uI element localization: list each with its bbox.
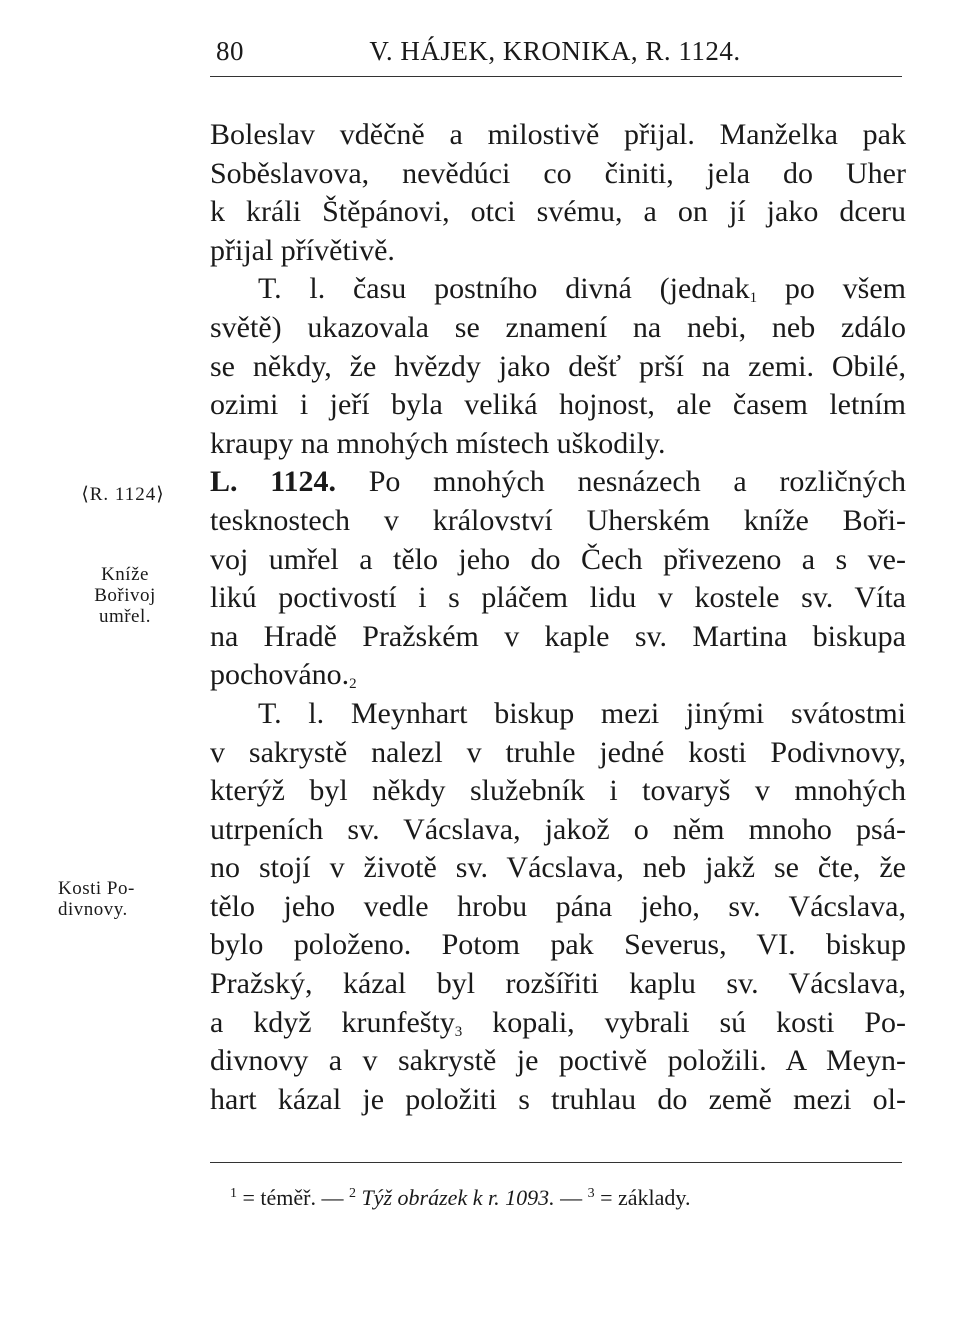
footnote-separator: — bbox=[554, 1185, 588, 1210]
footnote-ref: 2 bbox=[349, 676, 357, 693]
text-line: v sakrystě nalezl v truhle jedné kosti Podivnovy, bbox=[210, 735, 906, 769]
footnote-rule bbox=[210, 1162, 902, 1163]
running-title: V. HÁJEK, KRONIKA, R. 1124. bbox=[369, 36, 741, 66]
text-line: likú poctivostí i s pláčem lidu v kostele sv. Víta bbox=[210, 581, 906, 615]
footnotes bbox=[230, 1184, 910, 1212]
text-line: se někdy, že hvězdy jako dešť prší na zemi. Obilé, bbox=[210, 349, 906, 383]
text-line: tělo jeho vedle hrobu pána jeho, sv. Vácslava, bbox=[210, 889, 906, 923]
text-line: kterýž byl někdy služebník i tovaryš v mnohých bbox=[210, 774, 906, 808]
footnote-mark: 3 bbox=[587, 1186, 595, 1201]
text-line: Boleslav vděčně a milostivě přijal. Manželka pak bbox=[210, 118, 906, 151]
text-line: kraupy na mnohých místech uškodily. bbox=[210, 426, 666, 460]
year-heading: L. 1124. bbox=[210, 465, 337, 499]
text-line: hart kázal je položiti s truhlau do země mezi ol- bbox=[210, 1082, 906, 1116]
text-line: ozimi i jeří byla veliká hojnost, ale časem letním bbox=[210, 388, 906, 422]
text-line: Soběslavova, nevědúci co činiti, jela do Uher bbox=[210, 156, 906, 190]
footnote-ref: 1 bbox=[749, 290, 758, 307]
text-span: a když krunfešty bbox=[210, 1005, 455, 1039]
text-line bbox=[210, 463, 906, 502]
margin-note-borivoj bbox=[60, 564, 190, 627]
text-span: kopali, vybrali sú kosti Po- bbox=[462, 1005, 907, 1039]
text-line: divnovy a v sakrystě je poctivě položili. A Meyn- bbox=[210, 1044, 906, 1078]
text-line: tesknostech v království Uherském kníže Boři- bbox=[210, 503, 906, 537]
margin-year: ⟨R. 1124⟩ bbox=[81, 484, 165, 505]
footnote-ref: 3 bbox=[454, 1023, 463, 1040]
text-line bbox=[210, 270, 906, 309]
margin-note-kosti bbox=[58, 878, 188, 920]
text-line bbox=[210, 656, 906, 695]
body-text bbox=[210, 116, 906, 1119]
text-line: T. l. Meynhart biskup mezi jinými svátostmi bbox=[258, 696, 906, 730]
text-line: bylo položeno. Potom pak Severus, VI. biskup bbox=[210, 928, 906, 962]
text-line: utrpeních sv. Vácslava, jakož o něm mnoho psá- bbox=[210, 812, 906, 846]
text-line: Pražský, kázal byl rozšířiti kaplu sv. Vácslava, bbox=[210, 967, 906, 1001]
footnote-text: = základy. bbox=[594, 1185, 691, 1210]
footnote-text: = téměř. — bbox=[237, 1185, 349, 1210]
footnote-mark: 2 bbox=[349, 1186, 356, 1201]
text-line: světě) ukazovala se znamení na nebi, neb zdálo bbox=[210, 310, 906, 344]
text-span: pochováno. bbox=[210, 658, 350, 692]
text-line: k králi Štěpánovi, otci svému, a on jí jako dceru bbox=[210, 195, 906, 229]
text-line: no stojí v životě sv. Vácslava, neb jakž se čte, že bbox=[210, 851, 906, 885]
text-line bbox=[210, 1004, 906, 1043]
page-number: 80 bbox=[216, 36, 244, 66]
text-span: T. l. času postního divná (jednak bbox=[258, 272, 750, 306]
text-span: po všem bbox=[757, 272, 906, 306]
running-head bbox=[210, 36, 900, 76]
text-line: přijal přívětivě. bbox=[210, 233, 395, 267]
margin-note-line: Kníže bbox=[101, 564, 149, 585]
text-span: Po mnohých nesnázech a rozličných bbox=[336, 465, 906, 499]
footnote-mark: 1 bbox=[230, 1186, 237, 1201]
margin-note-line: umřel. bbox=[98, 606, 152, 627]
header-rule bbox=[210, 76, 902, 77]
text-line: voj umřel a tělo jeho do Čech přivezeno a s ve- bbox=[210, 542, 906, 576]
margin-note-line: divnovy. bbox=[58, 899, 128, 920]
margin-note-line: Kosti Po- bbox=[58, 878, 135, 899]
margin-note-line: Bořivoj bbox=[94, 585, 156, 606]
footnote-text: Týž obrázek k r. 1093. bbox=[361, 1185, 555, 1210]
text-line: na Hradě Pražském v kaple sv. Martina biskupa bbox=[210, 619, 906, 653]
